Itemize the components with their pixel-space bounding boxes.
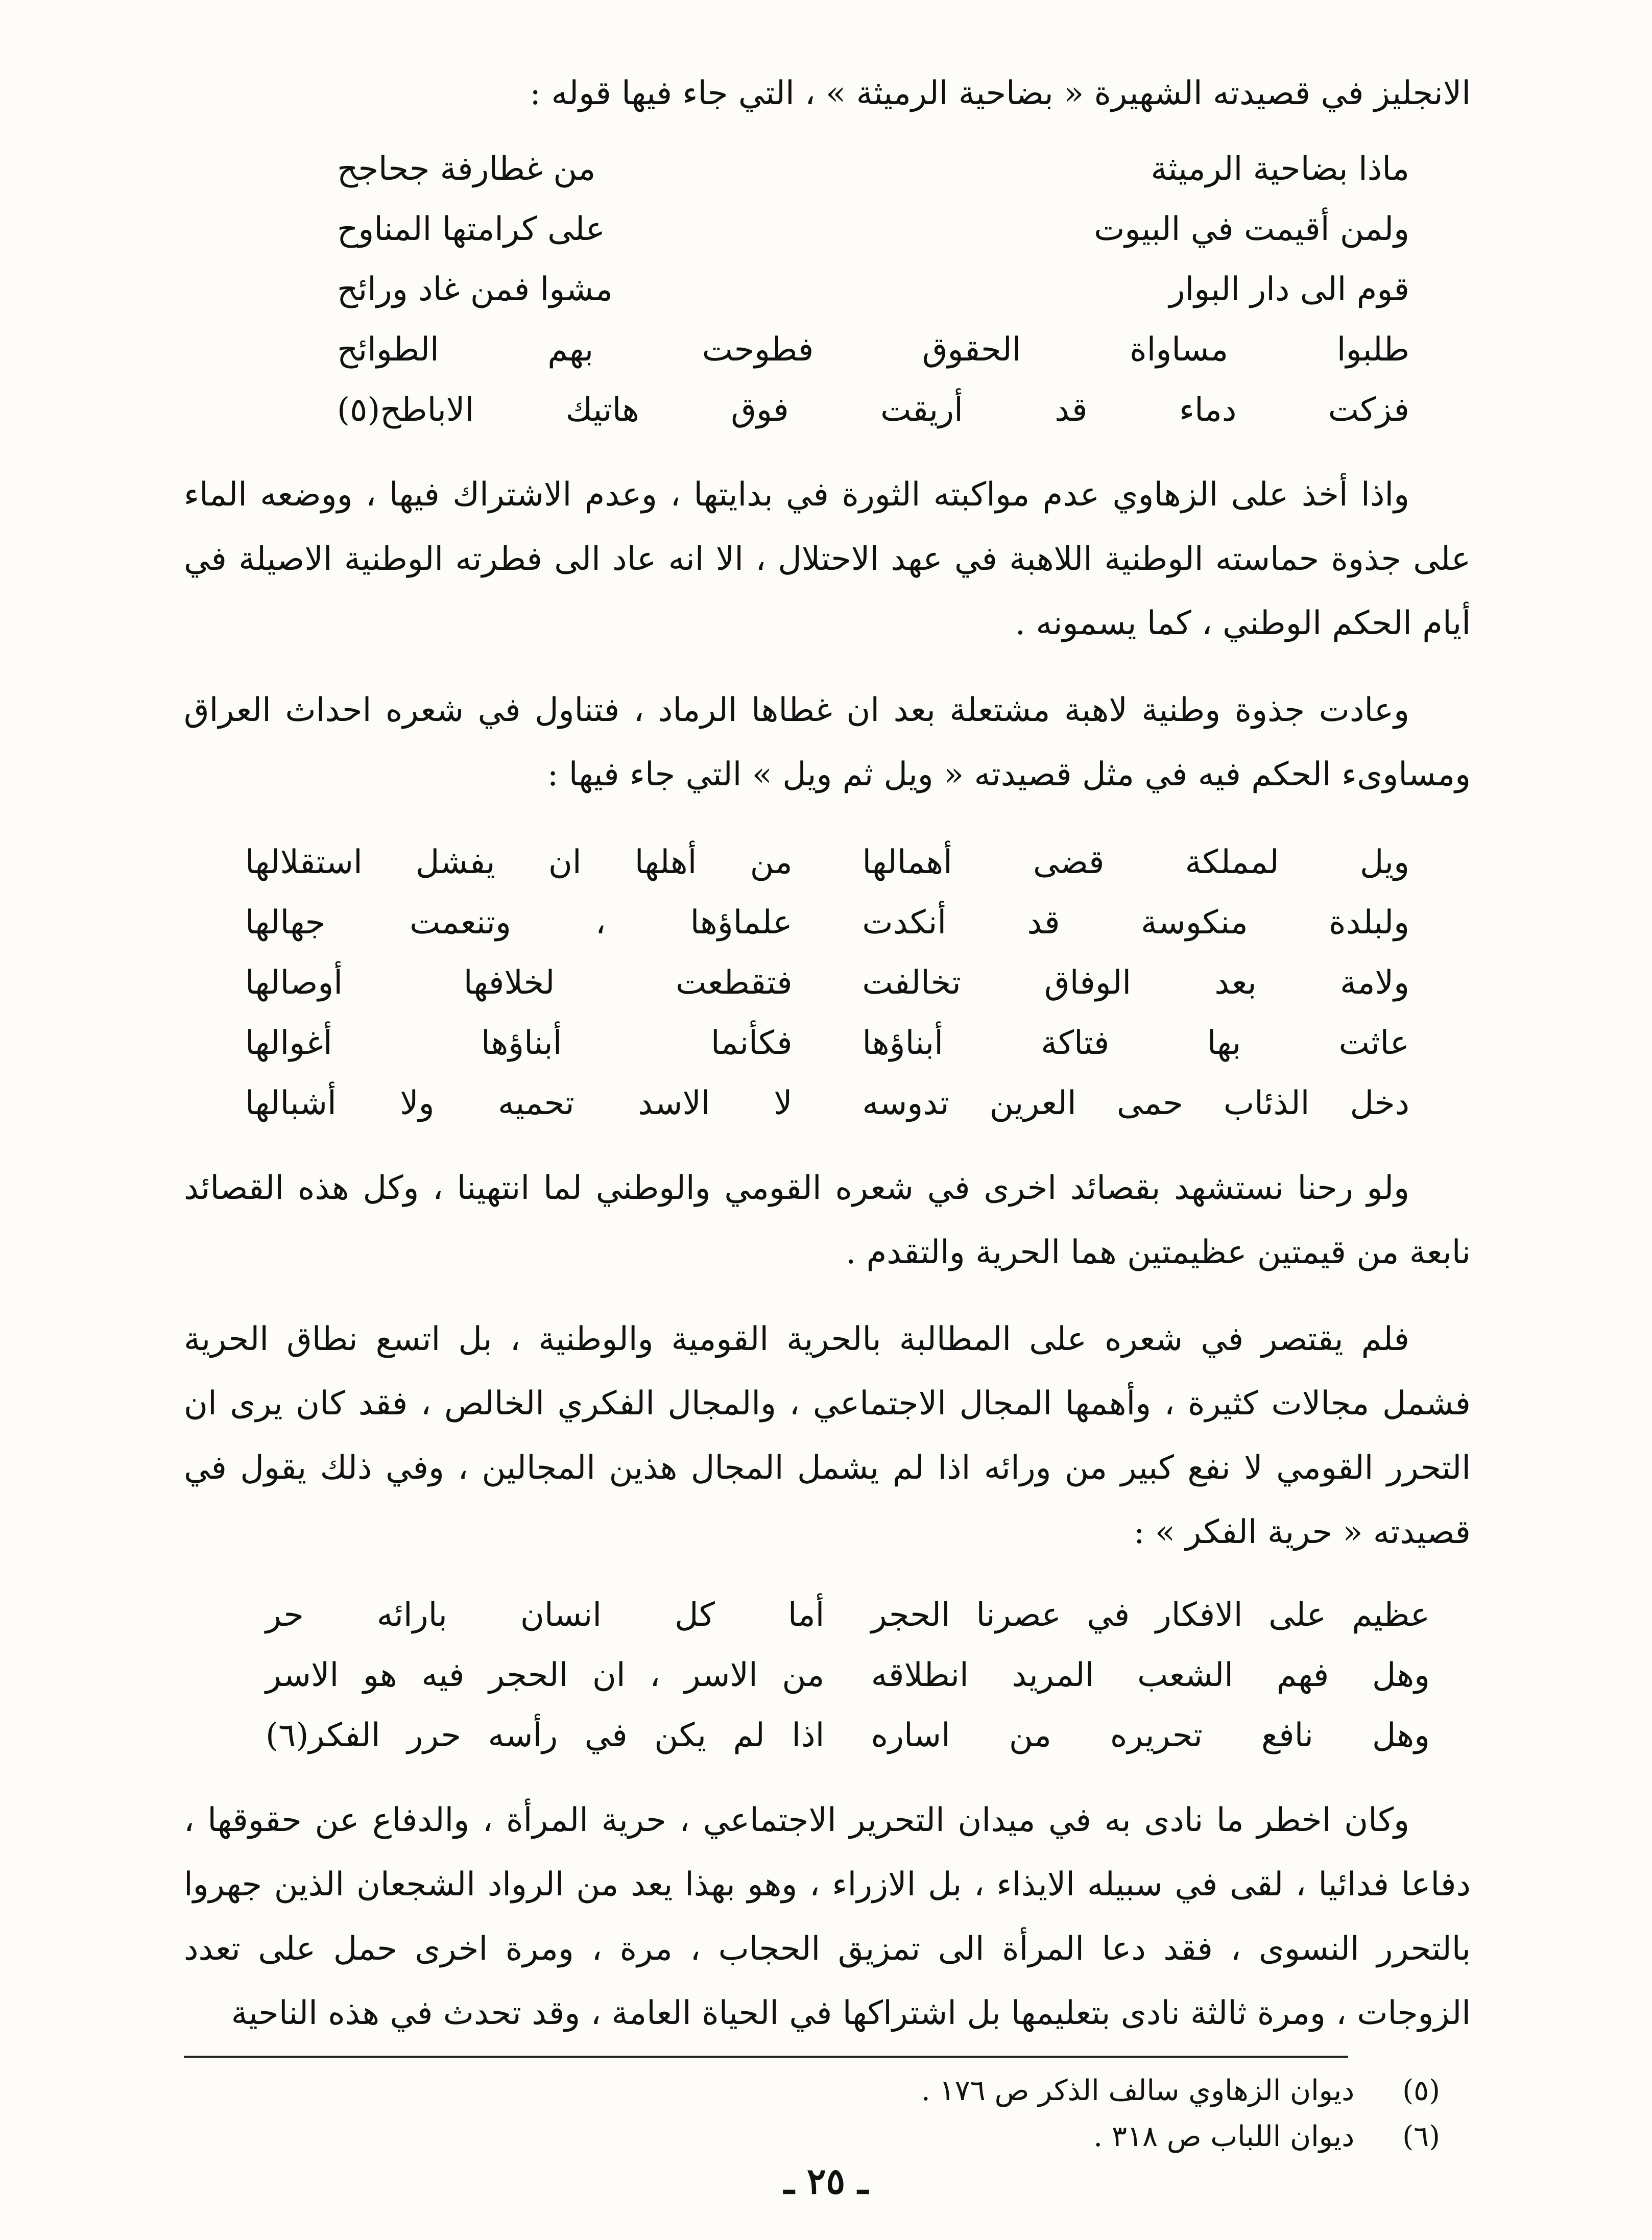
paragraph-3: ولو رحنا نستشهد بقصائد اخرى في شعره القومي والوطني لما انتهينا ، وكل هذه القصائد نابعة من قيمتين عظيمتين هما الحرية والتقدم . — [184, 1169, 1471, 1271]
intro-line: الانجليز في قصيدته الشهيرة « بضاحية الرميثة » ، التي جاء فيها قوله : — [530, 75, 1471, 112]
paragraph-4: فلم يقتصر في شعره على المطالبة بالحرية القومية والوطنية ، بل اتسع نطاق الحرية فشمل مجالات كثيرة ، وأهمها المجال الاجتماعي ، والمجال الفكري الخالص ، فقد كان يرى ان التحرر القومي لا نفع كبير من ورائه اذا لم يشمل المجال هذين المجالين ، وفي ذلك يقول في قصيدته « حرية الفكر » : — [184, 1320, 1471, 1551]
verse-line: فزكت دماء قد أريقت فوق هاتيك الاباطح(٥) — [337, 391, 1409, 429]
verse-second-half: من الاسر ، ان الحجر فيه هو الاسر — [266, 1656, 825, 1694]
footnote-divider — [184, 2056, 1348, 2058]
verse-second-half: فكأنما أبناؤها أغوالها — [245, 1024, 793, 1062]
paragraph-5: وكان اخطر ما نادى به في ميدان التحرير الاجتماعي ، حرية المرأة ، والدفاع عن حقوقها ، دفاعا فدائيا ، لقى في سبيله الايذاء ، بل الازراء ، وهو بهذا يعد من الرواد الشجعان الذين جهروا بالتحرر النسوى ، فقد دعا المرأة الى تمزيق الحجاب ، مرة ، ومرة اخرى حمل على تعدد الزوجات ، ومرة ثالثة نادى بتعليمها بل اشتراكها في الحياة العامة ، وقد تحدث في هذه الناحية — [184, 1801, 1471, 2032]
verse-line — [266, 1645, 1430, 1705]
verse-first-half: ولامة بعد الوفاق تخالفت — [862, 964, 1409, 1002]
verse-second-half: اذا لم يكن في رأسه حرر الفكر(٦) — [266, 1717, 825, 1754]
paragraph-2: وعادت جذوة وطنية لاهبة مشتعلة بعد ان غطاها الرماد ، فتناول في شعره احداث العراق ومساوىء الحكم فيه في مثل قصيدته « ويل ثم ويل » التي جاء فيها : — [184, 691, 1471, 793]
verse-line — [337, 259, 1409, 320]
poem-hurriyat-alfikr — [266, 1585, 1430, 1766]
verse-first-half: قوم الى دار البوار — [1169, 271, 1409, 308]
verse-line — [245, 893, 1409, 953]
verse-first-half: ويل لمملكة قضى أهمالها — [862, 844, 1409, 881]
footnote — [184, 2114, 1440, 2160]
footnote-text: ديوان الزهاوي سالف الذكر ص ١٧٦ . — [921, 2074, 1355, 2107]
verse-second-half: مشوا فمن غاد ورائح — [337, 271, 613, 308]
verse-first-half: وهل فهم الشعب المريد انطلاقه — [871, 1656, 1430, 1694]
poem-wayl — [245, 832, 1409, 1134]
footnote — [184, 2068, 1440, 2114]
verse-second-half: من غطارفة جحاجح — [337, 150, 596, 188]
verse-second-half: على كرامتها المناوح — [337, 210, 605, 248]
verse-second-half: لا الاسد تحميه ولا أشبالها — [245, 1085, 793, 1122]
page-body — [184, 61, 1471, 2160]
verse-first-half: دخل الذئاب حمى العرين تدوسه — [862, 1085, 1409, 1122]
verse-first-half: ماذا بضاحية الرميثة — [1151, 150, 1409, 188]
footnote-text: ديوان اللباب ص ٣١٨ . — [1093, 2120, 1355, 2153]
verse-line: طلبوا مساواة الحقوق فطوحت بهم الطوائح — [337, 331, 1409, 369]
verse-first-half: عاثت بها فتاكة أبناؤها — [862, 1024, 1409, 1062]
verse-line — [266, 1585, 1430, 1645]
verse-first-half: ولبلدة منكوسة قد أنكدت — [862, 904, 1409, 942]
verse-line — [245, 1013, 1409, 1073]
paragraph-1: واذا أخذ على الزهاوي عدم مواكبته الثورة في بدايتها ، وعدم الاشتراك فيها ، ووضعه الماء على جذوة حماسته الوطنية اللاهبة في عهد الاحتلال ، الا انه عاد الى فطرته الوطنية الاصيلة في أيام الحكم الوطني ، كما يسمونه . — [184, 476, 1471, 642]
verse-line — [337, 199, 1409, 259]
verse-second-half: من أهلها ان يفشل استقلالها — [245, 844, 793, 881]
verse-line — [337, 139, 1409, 199]
verse-second-half: علماؤها ، وتنعمت جهالها — [245, 904, 793, 942]
verse-line — [245, 1073, 1409, 1134]
page-number: ـ ٢٥ ـ — [784, 2160, 868, 2202]
verse-second-half: فتقطعت لخلافها أوصالها — [245, 964, 793, 1002]
verse-first-half: وهل نافع تحريره من اساره — [871, 1717, 1430, 1754]
verse-first-half: ولمن أقيمت في البيوت — [1094, 210, 1409, 248]
poem-rumaytha — [337, 139, 1409, 440]
verse-first-half: عظيم على الافكار في عصرنا الحجر — [871, 1596, 1430, 1634]
verse-line — [266, 1705, 1430, 1766]
footnote-number: (٦) — [1402, 2120, 1440, 2153]
footnote-number: (٥) — [1402, 2074, 1440, 2107]
verse-line — [245, 953, 1409, 1013]
verse-line — [245, 832, 1409, 893]
verse-second-half: أما كل انسان بارائه حر — [266, 1596, 825, 1634]
